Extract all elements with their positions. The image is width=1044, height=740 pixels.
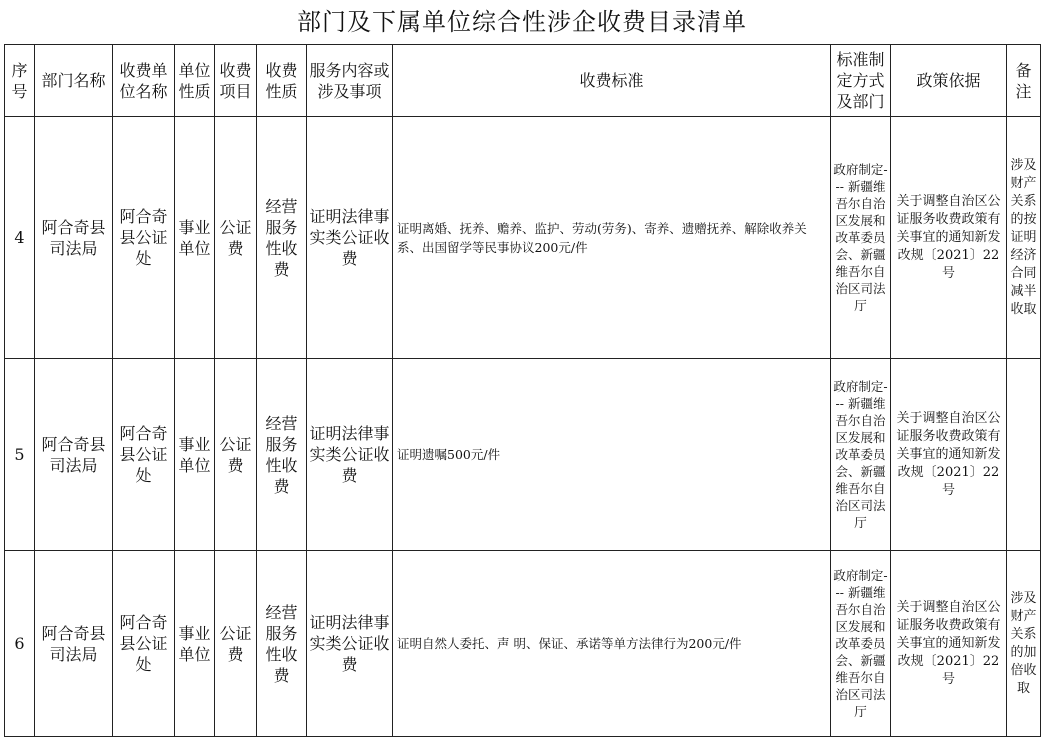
cell-unit-nature: 事业单位 <box>175 359 215 551</box>
cell-dept: 阿合奇县司法局 <box>35 117 113 359</box>
cell-fee-item: 公证费 <box>215 359 257 551</box>
fee-catalog-table <box>4 44 1041 737</box>
cell-unit: 阿合奇县公证处 <box>113 359 175 551</box>
cell-seq: 5 <box>5 359 35 551</box>
cell-unit: 阿合奇县公证处 <box>113 117 175 359</box>
cell-unit-nature: 事业单位 <box>175 117 215 359</box>
cell-method: 政府制定--- 新疆维吾尔自治区发展和改革委员会、新疆维吾尔自治区司法厅 <box>831 551 891 737</box>
header-note: 备注 <box>1007 45 1041 117</box>
cell-service: 证明法律事实类公证收费 <box>307 359 393 551</box>
cell-unit-nature: 事业单位 <box>175 551 215 737</box>
cell-service: 证明法律事实类公证收费 <box>307 551 393 737</box>
header-unit-nature: 单位性质 <box>175 45 215 117</box>
table-row <box>5 359 1041 551</box>
cell-fee-item: 公证费 <box>215 117 257 359</box>
cell-seq: 4 <box>5 117 35 359</box>
cell-method: 政府制定--- 新疆维吾尔自治区发展和改革委员会、新疆维吾尔自治区司法厅 <box>831 117 891 359</box>
header-fee-nature: 收费性质 <box>257 45 307 117</box>
cell-note <box>1007 359 1041 551</box>
cell-note: 涉及财产关系的加倍收取 <box>1007 551 1041 737</box>
header-seq: 序号 <box>5 45 35 117</box>
cell-fee-nature: 经营服务性收费 <box>257 551 307 737</box>
cell-method: 政府制定--- 新疆维吾尔自治区发展和改革委员会、新疆维吾尔自治区司法厅 <box>831 359 891 551</box>
page-title: 部门及下属单位综合性涉企收费目录清单 <box>297 8 747 36</box>
cell-standard: 证明自然人委托、声 明、保证、承诺等单方法律行为200元/件 <box>393 551 831 737</box>
cell-standard: 证明遗嘱500元/件 <box>393 359 831 551</box>
cell-seq: 6 <box>5 551 35 737</box>
cell-dept: 阿合奇县司法局 <box>35 359 113 551</box>
cell-standard: 证明离婚、抚养、赡养、监护、劳动(劳务)、寄养、遗赠抚养、解除收养关系、出国留学等民事协议200元/件 <box>393 117 831 359</box>
cell-dept: 阿合奇县司法局 <box>35 551 113 737</box>
header-standard: 收费标准 <box>393 45 831 117</box>
cell-fee-nature: 经营服务性收费 <box>257 117 307 359</box>
cell-basis: 关于调整自治区公证服务收费政策有关事宜的通知新发改规〔2021〕22号 <box>891 117 1007 359</box>
cell-fee-item: 公证费 <box>215 551 257 737</box>
header-basis: 政策依据 <box>891 45 1007 117</box>
cell-basis: 关于调整自治区公证服务收费政策有关事宜的通知新发改规〔2021〕22号 <box>891 359 1007 551</box>
cell-basis: 关于调整自治区公证服务收费政策有关事宜的通知新发改规〔2021〕22号 <box>891 551 1007 737</box>
header-row <box>5 45 1041 117</box>
cell-service: 证明法律事实类公证收费 <box>307 117 393 359</box>
header-method: 标准制定方式及部门 <box>831 45 891 117</box>
cell-fee-nature: 经营服务性收费 <box>257 359 307 551</box>
header-service: 服务内容或涉及事项 <box>307 45 393 117</box>
table-row <box>5 551 1041 737</box>
header-dept: 部门名称 <box>35 45 113 117</box>
cell-note: 涉及财产关系的按证明经济合同减半收取 <box>1007 117 1041 359</box>
header-unit: 收费单位名称 <box>113 45 175 117</box>
cell-unit: 阿合奇县公证处 <box>113 551 175 737</box>
header-fee-item: 收费项目 <box>215 45 257 117</box>
table-row <box>5 117 1041 359</box>
